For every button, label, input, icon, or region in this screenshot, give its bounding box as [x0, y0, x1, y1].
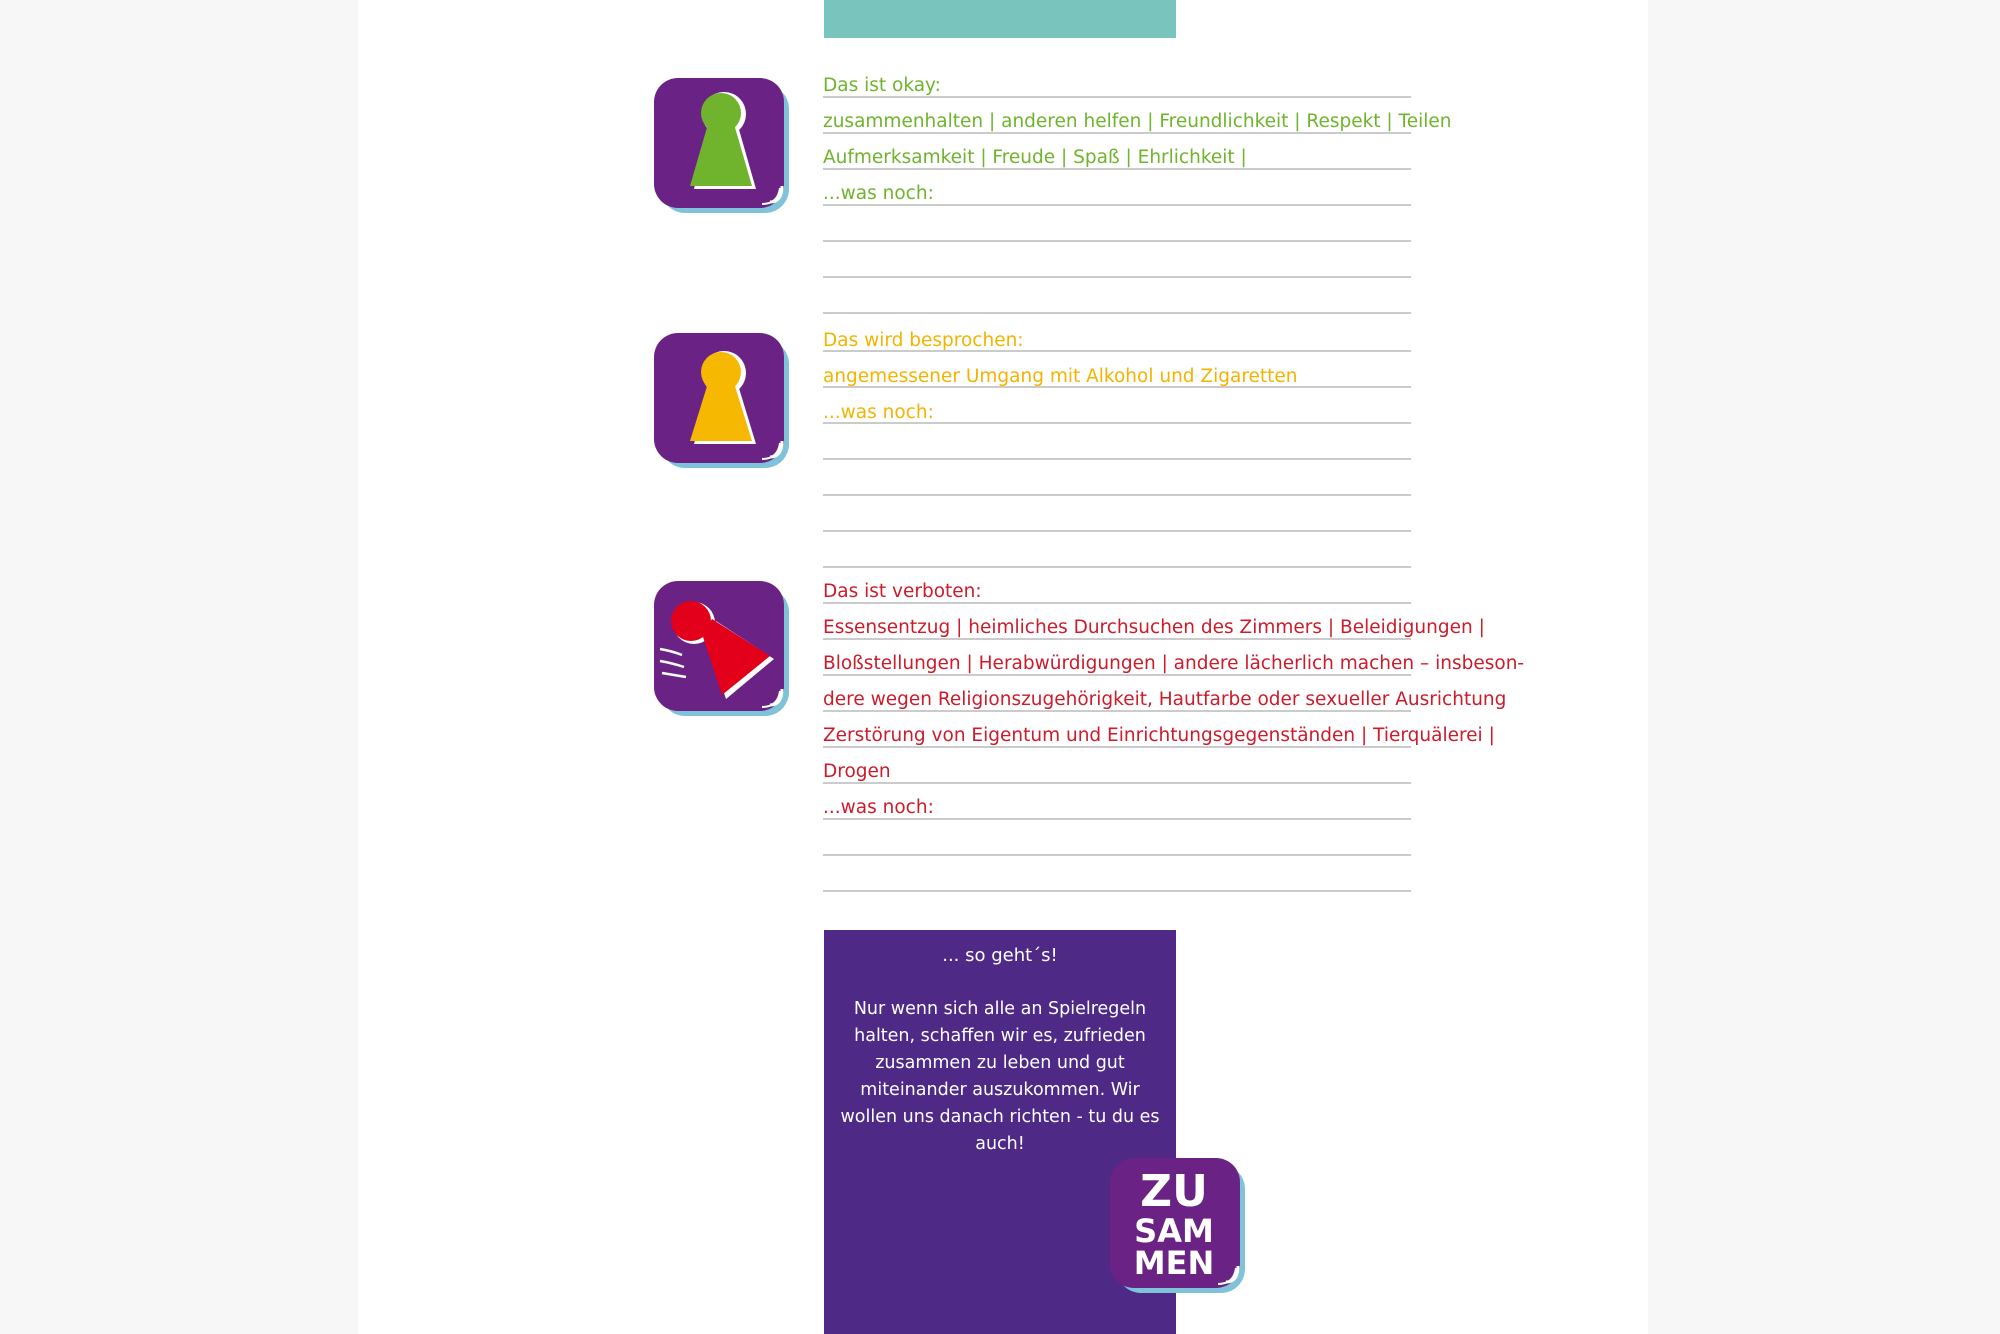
okay-heading: Das ist okay:	[823, 75, 941, 96]
green-pawn-icon	[652, 76, 792, 216]
forbidden-heading: Das ist verboten:	[823, 581, 982, 602]
header-bar	[824, 0, 1176, 38]
yellow-pawn-icon	[652, 331, 792, 471]
footer-box-body: Nur wenn sich alle an Spielregeln halten, schaffen wir es, zufrieden zusammen zu leben und gut miteinander auszukommen. Wir wollen uns danach richten - tu du es auch!	[840, 999, 1160, 1154]
discussed-text-line: angemessener Umgang mit Alkohol und Zigaretten	[823, 366, 1298, 387]
logo-text-line1: ZU	[1140, 1166, 1208, 1217]
red-falling-pawn-icon	[652, 579, 792, 719]
okay-text-line: Aufmerksamkeit | Freude | Spaß | Ehrlichkeit |	[823, 147, 1247, 168]
logo-text-line2: SAM	[1134, 1212, 1214, 1250]
discussed-more-label: ...was noch:	[823, 402, 934, 423]
forbidden-text-line: dere wegen Religionszugehörigkeit, Hautfarbe oder sexueller Ausrichtung	[823, 689, 1507, 710]
footer-box-title: ... so geht´s!	[942, 945, 1058, 966]
forbidden-more-label: ...was noch:	[823, 797, 934, 818]
forbidden-text-line: Drogen	[823, 761, 891, 782]
forbidden-text-line: Essensentzug | heimliches Durchsuchen des Zimmers | Beleidigungen |	[823, 617, 1485, 638]
okay-more-label: ...was noch:	[823, 183, 934, 204]
zusammen-logo-icon	[1108, 1156, 1248, 1296]
logo-text-line3: MEN	[1133, 1244, 1215, 1282]
forbidden-text-line: Bloßstellungen | Herabwürdigungen | andere lächerlich machen – insbeson-	[823, 653, 1525, 674]
forbidden-text-line: Zerstörung von Eigentum und Einrichtungsgegenständen | Tierquälerei |	[823, 725, 1495, 746]
discussed-heading: Das wird besprochen:	[823, 330, 1024, 351]
okay-text-line: zusammenhalten | anderen helfen | Freundlichkeit | Respekt | Teilen	[823, 111, 1452, 132]
